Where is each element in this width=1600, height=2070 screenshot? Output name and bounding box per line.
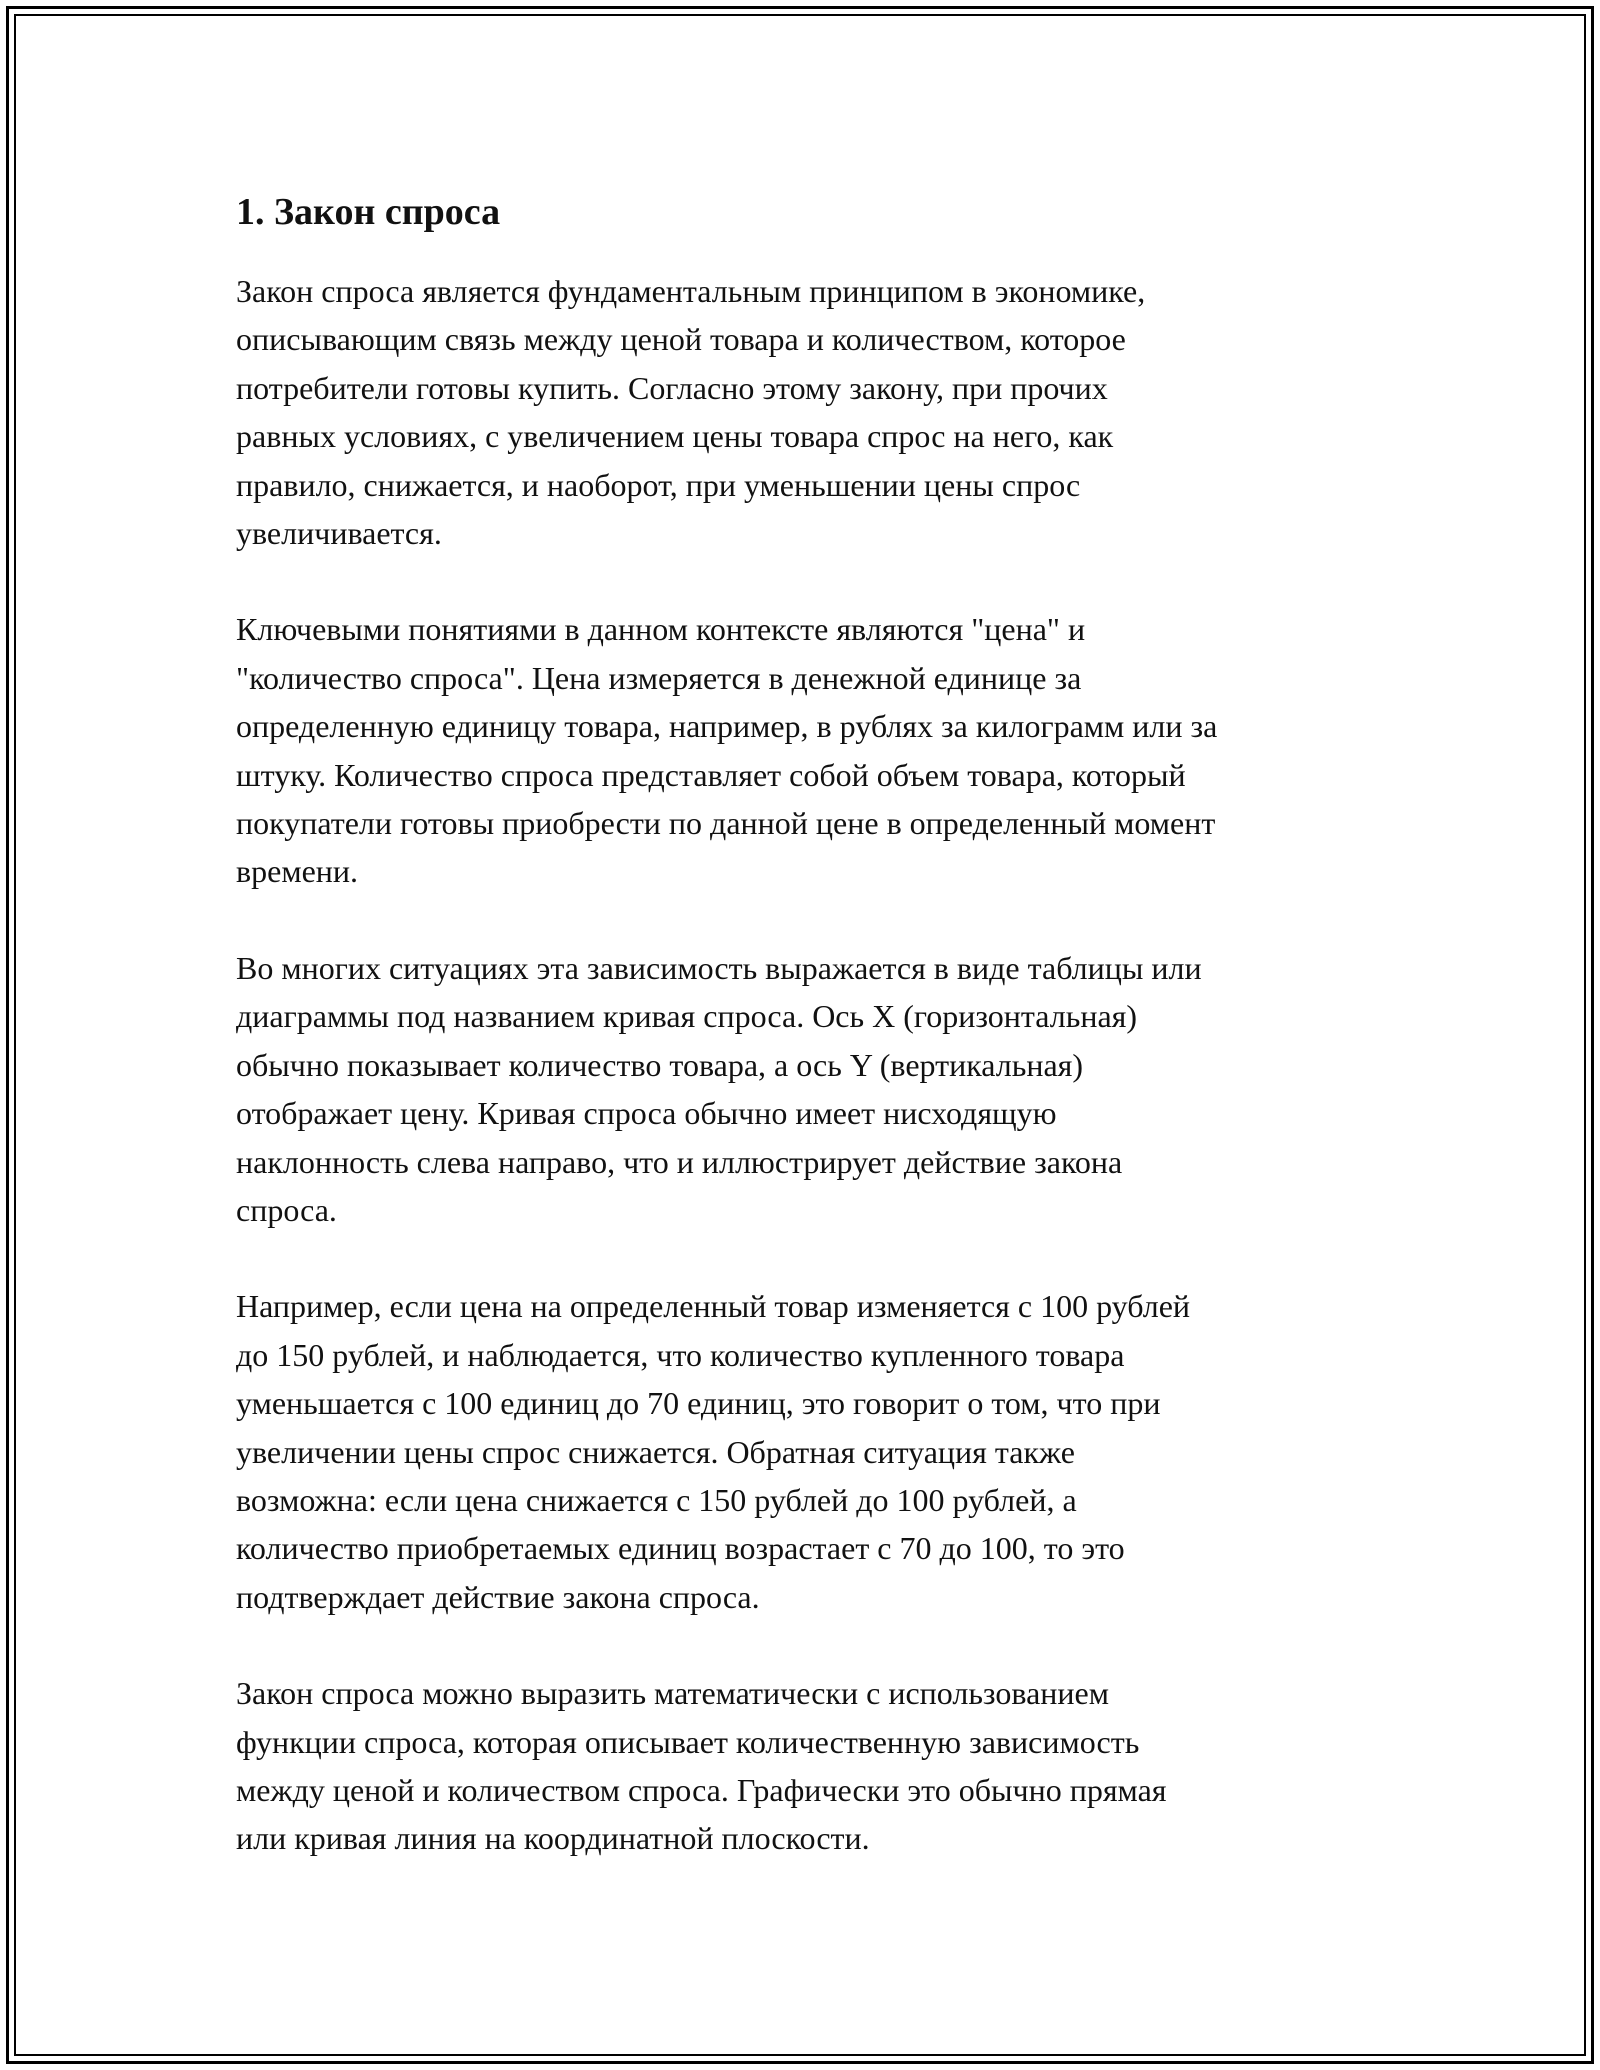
paragraph-demand-curve: Во многих ситуациях эта зависимость выражается в виде таблицы или диаграммы под названием кривая спроса. Ось X (горизонтальная) обычно показывает количество товара, а ось Y (вертикальная) отображает цену. Кривая спроса обычно имеет нисходящую наклонность слева направо, что и иллюстрирует действие закона спроса. — [236, 949, 1202, 1228]
section-heading: 1. Закон спроса — [236, 191, 501, 233]
document-body — [236, 186, 1386, 1911]
paragraph-demand-function: Закон спроса можно выразить математически с использованием функции спроса, которая описывает количественную зависимость между ценой и количеством спроса. Графически это обычно прямая или кривая линия на координатной плоскости. — [236, 1675, 1167, 1857]
paragraph-example: Например, если цена на определенный товар изменяется с 100 рублей до 150 рублей, и наблюдается, что количество купленного товара уменьшается с 100 единиц до 70 единиц, это говорит о том, что при увеличении цены спрос снижается. Обратная ситуация также возможна: если цена снижается с 150 рублей до 100 рублей, а количество приобретаемых единиц возрастает с 70 до 100, то это подтверждает действие закона спроса. — [236, 1288, 1191, 1615]
paragraph-law-definition: Закон спроса является фундаментальным принципом в экономике, описывающим связь между ценой товара и количеством, которое потребители готовы купить. Согласно этому закону, при прочих равных условиях, с увеличением цены товара спрос на него, как правило, снижается, и наоборот, при уменьшении цены спрос увеличивается. — [236, 273, 1146, 552]
paragraph-key-concepts: Ключевыми понятиями в данном контексте являются "цена" и "количество спроса". Цена измеряется в денежной единице за определенную единицу товара, например, в рублях за килограмм или за штуку. Количество спроса представляет собой объем товара, который покупатели готовы приобрести по данной цене в определенный момент времени. — [236, 611, 1218, 890]
